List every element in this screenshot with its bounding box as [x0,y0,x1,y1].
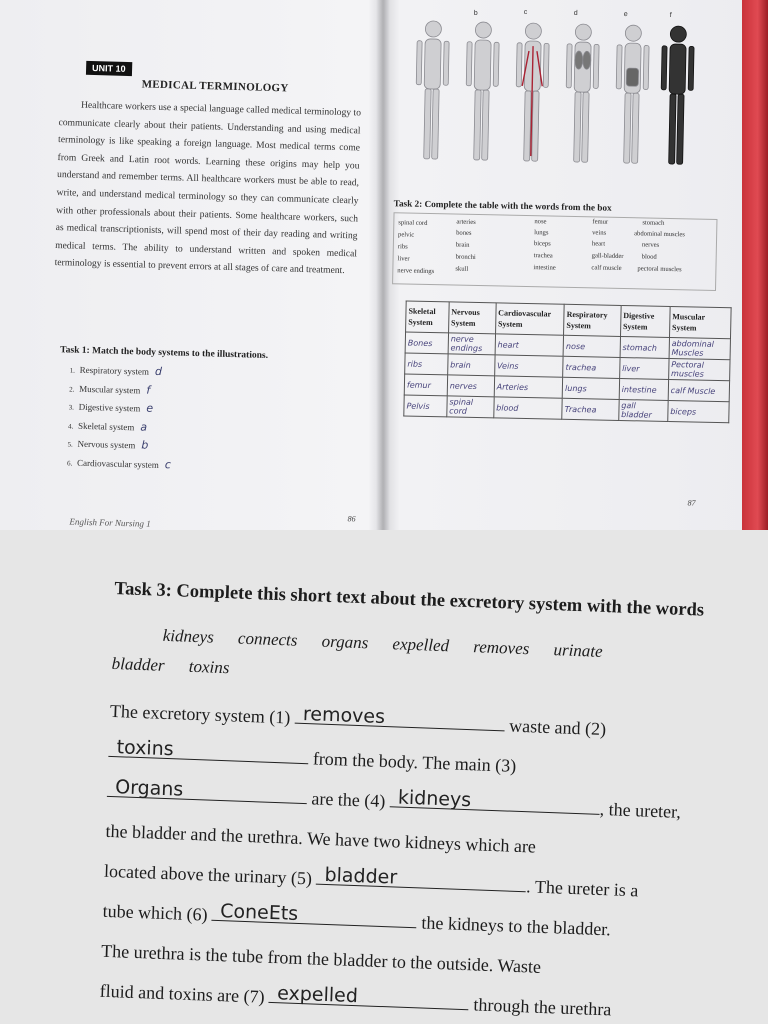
table-cell: Arteries [494,376,563,398]
word-box-item: arteries [456,218,476,226]
answer-blank-1[interactable] [295,701,506,732]
table-cell: Pelvis [404,395,447,417]
table-cell: Trachea [562,398,619,420]
figure-respiratory [565,24,600,163]
cloze-line: The excretory system (1) removes waste and (2) [109,700,607,740]
task1-label: Respiratory system [79,364,150,377]
answer-blank-6[interactable] [212,898,418,928]
word-box-item: blood [641,253,657,261]
cloze-line: Organs are the (4) kidneys , the ureter, [106,771,747,834]
task1-answer: e [146,401,154,416]
task1-answer: b [141,438,149,453]
word-box-item: veins [592,229,607,237]
word-box-item: trachea [533,252,553,260]
left-page [43,0,380,530]
table-cell: ribs [405,353,448,375]
answer-7: expelled [276,982,359,1008]
table-cell: calf Muscle [668,379,730,401]
answer-2: toxins [116,736,175,761]
word-box-item: nerve endings [397,267,435,276]
word-bank-item: expelled [392,634,450,656]
answer-6: ConeEts [219,900,299,925]
page-number-left: 86 [347,514,356,524]
table-cell: abdominal Muscles [669,338,731,360]
task1-label: Muscular system [79,383,141,396]
word-bank-item: kidneys [162,625,215,647]
word-box-item: lungs [534,229,549,237]
cloze-text [99,691,750,1024]
table-header-cell: Digestive System [620,305,670,337]
table-cell: blood [494,397,563,419]
answer-4: kidneys [397,786,472,812]
worksheet-content [99,575,755,1024]
word-bank-item: connects [237,628,298,650]
answer-3: Organs [114,776,184,801]
task1-item: 2. Muscular system f [69,383,151,397]
body-systems-table [403,300,731,423]
cloze-line: the bladder and the urethra. We have two kidneys which are [105,820,537,857]
word-box-item: heart [591,240,606,248]
chapter-title: MEDICAL TERMINOLOGY [141,78,289,95]
figure-letter: f [669,11,672,19]
task1-item: 5. Nervous system b [67,438,149,453]
table-header-cell: Nervous System [448,302,496,334]
task1-list [67,362,174,476]
figure-digestive [615,25,650,164]
word-box-item: liver [397,255,410,263]
answer-blank-5[interactable] [316,862,527,893]
word-box-item: stomach [642,219,665,227]
word-box-item: femur [592,218,609,226]
word-box [392,212,717,291]
figure-cardiovascular [515,23,550,162]
word-box-item: ribs [397,243,408,251]
task2-title: Task 2: Complete the table with the words from the box [393,198,612,213]
word-box-item: nerves [641,241,660,249]
task1-item: 6. Cardiovascular system c [66,457,172,472]
cloze-line: toxins from the body. The main (3) [108,731,749,794]
body-system-illustrations [400,8,703,174]
table-cell: gall bladder [619,399,668,421]
red-cover-edge [742,0,768,530]
task1-answer: d [154,364,163,379]
table-cell: trachea [563,356,620,378]
task1-answer: a [140,420,148,434]
task1-label: Skeletal system [77,420,135,433]
word-bank-item: urinate [553,640,603,661]
task1-answer: f [146,383,151,397]
answer-1: removes [302,702,386,728]
answer-blank-7[interactable] [269,980,470,1010]
cloze-line: located above the urinary (5) bladder . The ureter is a [103,860,639,901]
word-box-item: spinal cord [398,219,428,227]
word-box-item: calf muscle [591,264,622,272]
table-cell: femur [404,374,447,396]
task1-title: Task 1: Match the body systems to the illustrations. [60,345,269,362]
table-header-cell: Respiratory System [564,304,621,336]
word-box-item: nose [534,218,547,226]
table-cell: nerve endings [448,333,495,355]
table-cell: Bones [405,332,448,354]
table-cell: liver [619,357,668,379]
intro-paragraph: Healthcare workers use a special language called medical terminology to communicate clearly about their patients. Understanding and using medical terminology is like speaking a foreign language. Most medical terms come from Greek and Latin root words. Learning these origins may help you understand and remember terms. All healthcare workers must be able to read, write, and understand medical terminology so they can communicate clearly with other professionals about their patients. Some healthcare workers, such as medical transcriptionists, will spend most of their day reading and writing medical terms. The ability to understand written and spoken medical terminology is essential to prevent errors at all stages of care and treatment. [54,99,362,277]
task1-item: 3. Digestive system e [68,401,154,416]
answer-5: bladder [324,863,398,889]
word-bank-item: organs [321,631,369,653]
table-cell: Veins [494,355,563,377]
cloze-line: tube which (6) ConeEts the kidneys to the bladder. [102,891,743,954]
table-cell: nerves [447,375,494,397]
word-bank [111,619,753,702]
word-box-item: brain [455,241,470,249]
task1-label: Digestive system [78,401,141,414]
table-cell: spinal cord [447,396,494,418]
page-number-right: 87 [687,498,696,508]
table-header-cell: Cardiovascular System [495,303,564,335]
table-cell: brain [447,354,494,376]
word-bank-item: bladder [111,653,165,675]
figure-nervous [465,22,500,161]
figure-letter: c [523,8,528,16]
unit-badge: UNIT 10 [86,61,132,76]
word-box-item: pectoral muscles [637,265,682,274]
word-box-item: abdominal muscles [634,230,685,239]
figure-skeleton [415,21,450,160]
task3-title: Task 3: Complete this short text about the excretory system with the words [114,578,705,621]
cloze-line: The urethra is the tube from the bladder to the outside. Waste [100,940,542,977]
word-box-item: gall-bladder [591,252,624,261]
word-box-item: bronchi [455,253,476,261]
figure-muscular [660,26,695,165]
task1-item: 4. Skeletal system a [67,420,148,434]
cloze-line: fluid and toxins are (7) expelled through the urethra [99,980,612,1020]
answer-blank-2[interactable] [108,734,309,764]
figure-letter: d [573,9,578,18]
table-cell: intestine [619,378,668,400]
figure-letter: e [623,10,628,19]
table-header-cell: Skeletal System [406,301,449,333]
table-cell: stomach [620,336,669,358]
table-header-cell: Muscular System [669,307,731,339]
task1-answer: c [164,458,172,472]
table-cell: Pectoral muscles [668,359,730,381]
word-box-item: pelvic [398,231,415,239]
figure-letter: b [473,9,478,17]
table-cell: biceps [668,400,730,422]
worksheet-photo [0,530,768,1024]
task1-item: 1. Respiratory system d [69,364,163,379]
book-footer: English For Nursing 1 [69,516,151,529]
word-box-item: biceps [533,240,551,248]
table-cell: nose [563,335,620,357]
table-cell: heart [495,334,564,356]
right-page [375,0,746,530]
table-cell: lungs [562,377,619,399]
answer-blank-4[interactable] [390,784,601,815]
body-figures-image [400,8,703,174]
word-box-item: intestine [533,264,556,272]
word-bank-item: removes [472,637,530,659]
word-box-item: skull [455,265,469,273]
answer-blank-3[interactable] [107,774,308,804]
word-bank-item: toxins [188,656,230,678]
task1-label: Cardiovascular system [76,457,159,470]
word-box-item: bones [456,229,472,237]
task1-label: Nervous system [77,439,136,451]
